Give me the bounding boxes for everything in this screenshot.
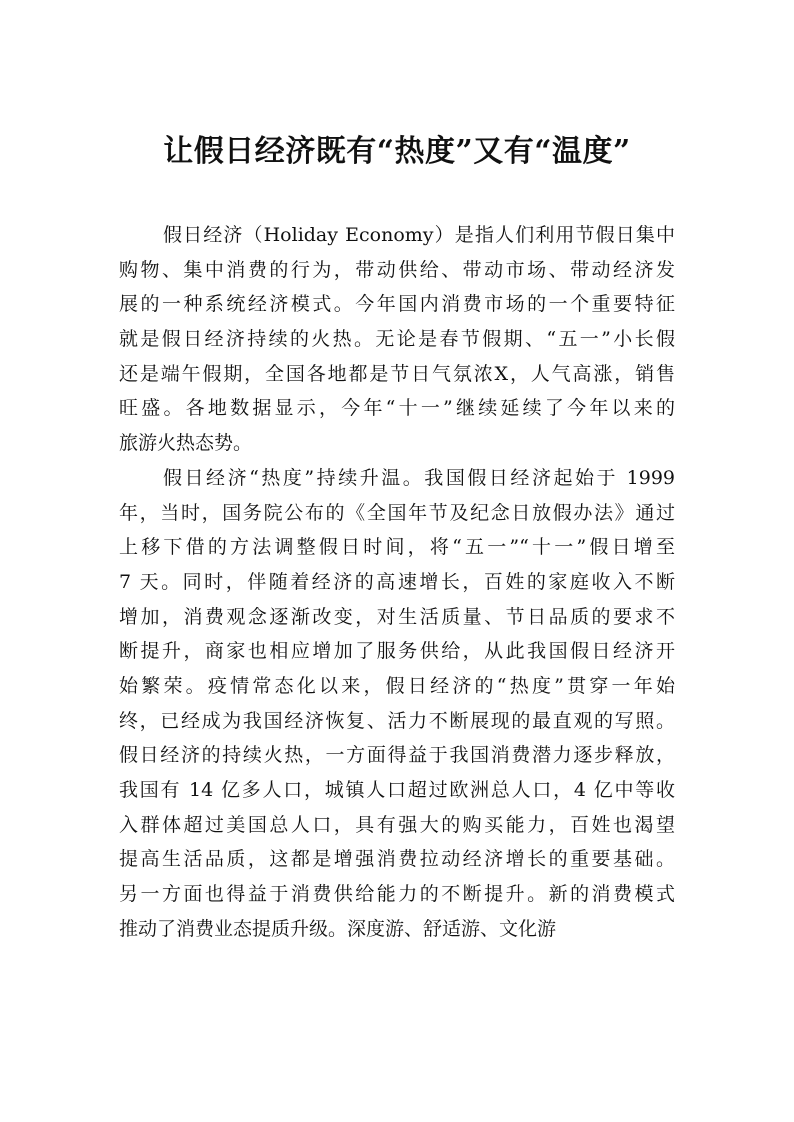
body-line: 入群体超过美国总人口，具有强大的购买能力，百姓也渴望 — [119, 813, 675, 836]
body-line: 我国有 14 亿多人口，城镇人口超过欧洲总人口，4 亿中等收 — [119, 779, 675, 801]
body-line: 7 天。同时，伴随着经济的高速增长，百姓的家庭收入不断 — [119, 570, 675, 593]
body-line: 另一方面也得益于消费供给能力的不断提升。新的消费模式 — [119, 883, 675, 906]
document-title: 让假日经济既有“热度”又有“温度” — [163, 134, 631, 169]
body-line: 购物、集中消费的行为，带动供给、带动市场、带动经济发 — [119, 258, 675, 281]
body-line: 上移下借的方法调整假日时间，将“五一”“十一”假日增至 — [119, 536, 675, 559]
body-line: 还是端午假期，全国各地都是节日气氛浓X，人气高涨，销售 — [119, 362, 675, 385]
body-line: 终，已经成为我国经济恢复、活力不断展现的最直观的写照。 — [119, 709, 675, 732]
body-line: 旺盛。各地数据显示，今年“十一”继续延续了今年以来的 — [119, 397, 675, 420]
body-line: 旅游火热态势。 — [119, 432, 253, 455]
body-line: 假日经济（Holiday Economy）是指人们利用节假日集中 — [163, 224, 675, 246]
body-line: 始繁荣。疫情常态化以来，假日经济的“热度”贯穿一年始 — [119, 674, 675, 697]
body-line: 提高生活品质，这都是增强消费拉动经济增长的重要基础。 — [119, 848, 675, 871]
body-line: 假日经济“热度”持续升温。我国假日经济起始于 1999 — [163, 466, 675, 489]
body-line: 推动了消费业态提质升级。深度游、舒适游、文化游 — [119, 917, 557, 940]
body-line: 断提升，商家也相应增加了服务供给，从此我国假日经济开 — [119, 640, 675, 663]
body-line: 就是假日经济持续的火热。无论是春节假期、“五一”小长假 — [119, 328, 675, 351]
body-line: 增加，消费观念逐渐改变，对生活质量、节日品质的要求不 — [119, 605, 675, 628]
body-line: 假日经济的持续火热，一方面得益于我国消费潜力逐步释放， — [119, 744, 675, 767]
body-line: 展的一种系统经济模式。今年国内消费市场的一个重要特征 — [119, 293, 675, 316]
body-line: 年，当时，国务院公布的《全国年节及纪念日放假办法》通过 — [119, 501, 675, 524]
document-body — [119, 218, 675, 946]
